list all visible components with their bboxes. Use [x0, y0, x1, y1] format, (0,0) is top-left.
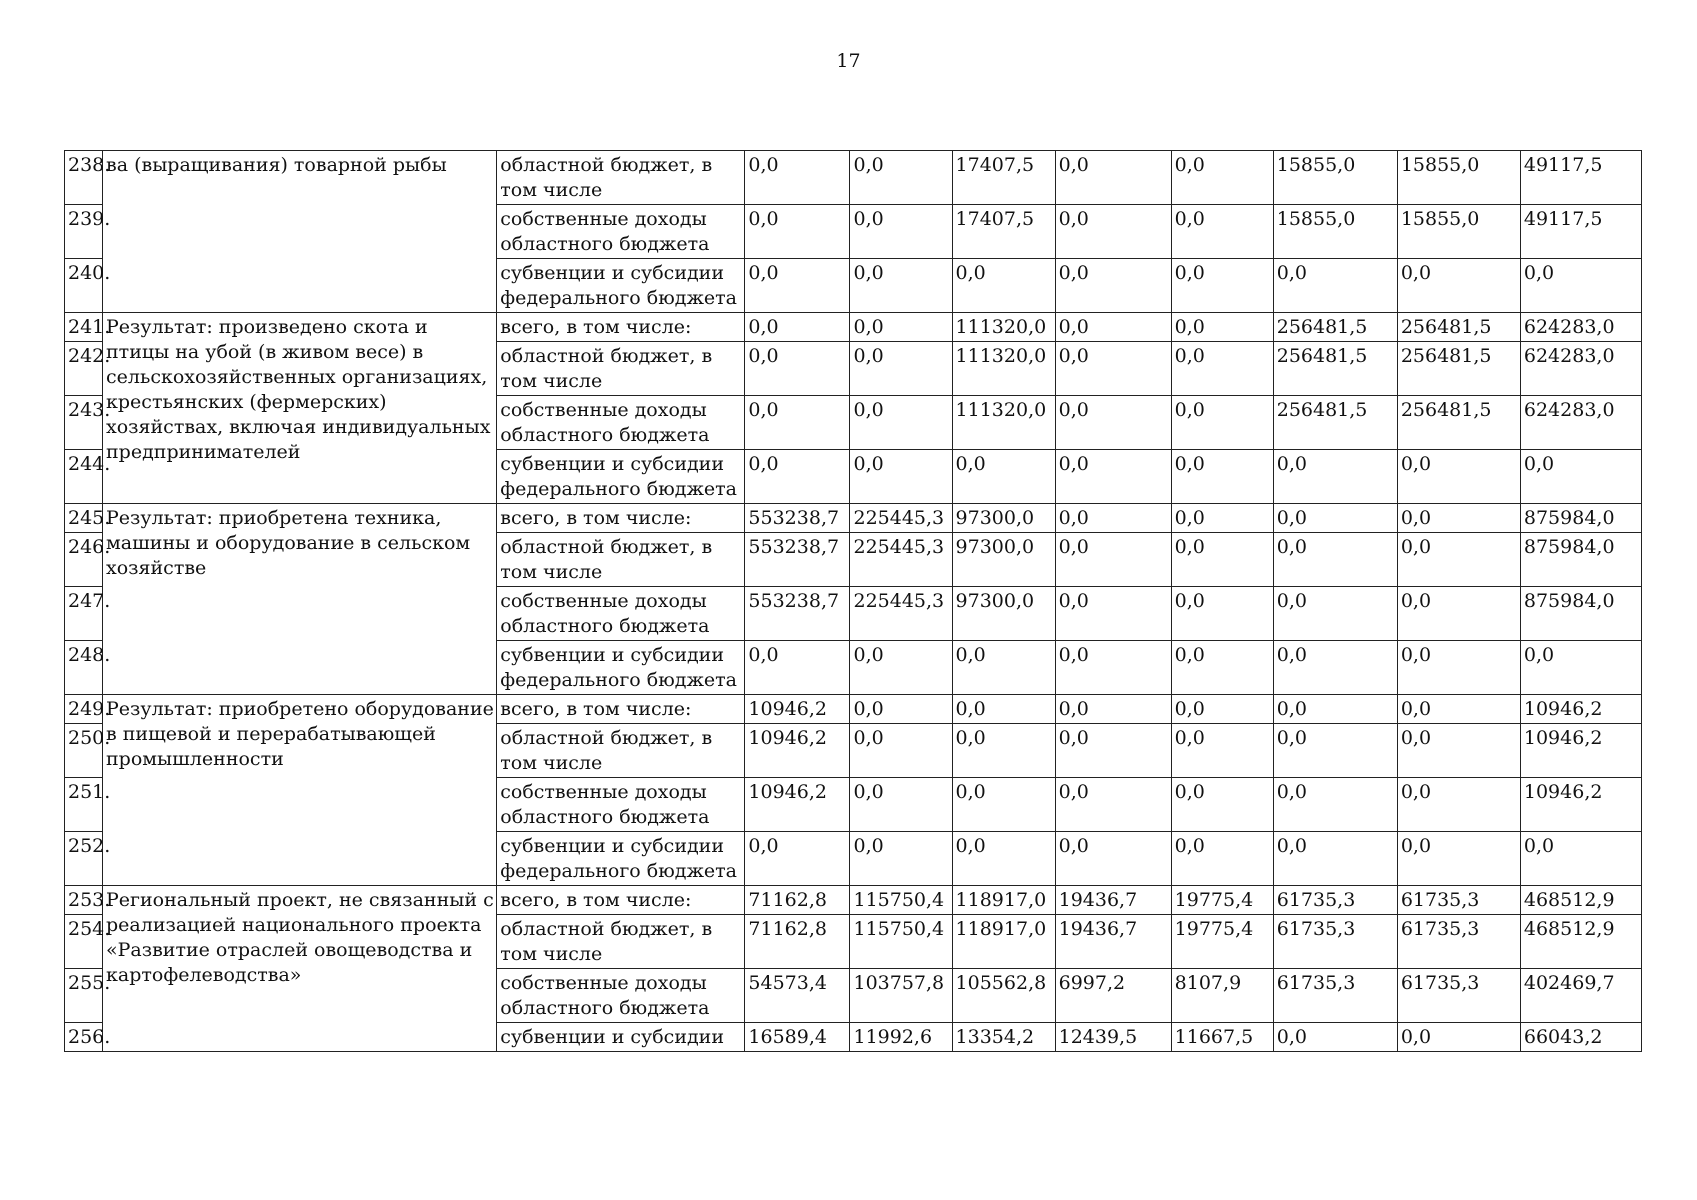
- value-cell: 0,0: [1171, 778, 1273, 832]
- value-cell: 0,0: [1397, 724, 1520, 778]
- value-cell: 0,0: [1055, 533, 1171, 587]
- table-row: [65, 886, 1642, 915]
- result-description-cell: Региональный проект, не связанный с реализацией национального проекта «Развитие отраслей овощеводства и картофелеводства»: [103, 886, 497, 1052]
- funding-source-cell: собственные доходы областного бюджета: [497, 778, 745, 832]
- result-description-cell: Результат: приобретена техника, машины и оборудование в сельском хозяйстве: [103, 504, 497, 695]
- value-cell: 256481,5: [1397, 396, 1520, 450]
- value-cell: 0,0: [952, 259, 1055, 313]
- value-cell: 19775,4: [1171, 915, 1273, 969]
- total-value-cell: 875984,0: [1520, 504, 1641, 533]
- value-cell: 0,0: [1171, 504, 1273, 533]
- value-cell: 0,0: [745, 259, 850, 313]
- value-cell: 0,0: [1397, 504, 1520, 533]
- value-cell: 61735,3: [1273, 969, 1397, 1023]
- value-cell: 15855,0: [1273, 205, 1397, 259]
- total-value-cell: 49117,5: [1520, 151, 1641, 205]
- value-cell: 0,0: [850, 724, 952, 778]
- value-cell: 0,0: [850, 313, 952, 342]
- row-number-cell: 256.: [65, 1023, 103, 1052]
- value-cell: 0,0: [850, 151, 952, 205]
- funding-source-cell: областной бюджет, в том числе: [497, 915, 745, 969]
- value-cell: 0,0: [1273, 1023, 1397, 1052]
- total-value-cell: 624283,0: [1520, 342, 1641, 396]
- total-value-cell: 624283,0: [1520, 396, 1641, 450]
- value-cell: 0,0: [850, 342, 952, 396]
- table-row: [65, 313, 1642, 342]
- funding-source-cell: всего, в том числе:: [497, 313, 745, 342]
- value-cell: 61735,3: [1273, 915, 1397, 969]
- value-cell: 0,0: [1055, 587, 1171, 641]
- value-cell: 0,0: [1273, 587, 1397, 641]
- value-cell: 0,0: [1171, 832, 1273, 886]
- value-cell: 0,0: [1397, 259, 1520, 313]
- funding-source-cell: собственные доходы областного бюджета: [497, 587, 745, 641]
- value-cell: 0,0: [1055, 724, 1171, 778]
- value-cell: 553238,7: [745, 504, 850, 533]
- value-cell: 0,0: [1397, 533, 1520, 587]
- value-cell: 0,0: [1055, 832, 1171, 886]
- value-cell: 0,0: [1273, 724, 1397, 778]
- result-description-cell: ва (выращивания) товарной рыбы: [103, 151, 497, 313]
- value-cell: 6997,2: [1055, 969, 1171, 1023]
- total-value-cell: 0,0: [1520, 450, 1641, 504]
- value-cell: 0,0: [952, 695, 1055, 724]
- funding-source-cell: субвенции и субсидии федерального бюджета: [497, 450, 745, 504]
- value-cell: 0,0: [1171, 313, 1273, 342]
- value-cell: 0,0: [745, 313, 850, 342]
- table-row: [65, 151, 1642, 205]
- value-cell: 115750,4: [850, 886, 952, 915]
- total-value-cell: 875984,0: [1520, 533, 1641, 587]
- total-value-cell: 10946,2: [1520, 695, 1641, 724]
- row-number-cell: 253.: [65, 886, 103, 915]
- value-cell: 0,0: [1273, 533, 1397, 587]
- result-description-cell: Результат: произведено скота и птицы на убой (в живом весе) в сельскохозяйственных организациях, крестьянских (фермерских) хозяйствах, включая индивидуальных предпринимателей: [103, 313, 497, 504]
- row-number-cell: 242.: [65, 342, 103, 396]
- total-value-cell: 10946,2: [1520, 778, 1641, 832]
- page-number: 17: [836, 50, 861, 72]
- result-description-cell: Результат: приобретено оборудование в пищевой и перерабатывающей промышленности: [103, 695, 497, 886]
- value-cell: 61735,3: [1273, 886, 1397, 915]
- row-number-cell: 254.: [65, 915, 103, 969]
- value-cell: 0,0: [952, 832, 1055, 886]
- value-cell: 0,0: [850, 450, 952, 504]
- value-cell: 0,0: [1397, 778, 1520, 832]
- value-cell: 12439,5: [1055, 1023, 1171, 1052]
- funding-source-cell: областной бюджет, в том числе: [497, 724, 745, 778]
- table-row: [65, 695, 1642, 724]
- value-cell: 0,0: [745, 205, 850, 259]
- value-cell: 0,0: [745, 396, 850, 450]
- value-cell: 0,0: [952, 724, 1055, 778]
- value-cell: 13354,2: [952, 1023, 1055, 1052]
- value-cell: 0,0: [952, 778, 1055, 832]
- funding-source-cell: всего, в том числе:: [497, 504, 745, 533]
- value-cell: 19436,7: [1055, 886, 1171, 915]
- value-cell: 11992,6: [850, 1023, 952, 1052]
- value-cell: 0,0: [1273, 778, 1397, 832]
- value-cell: 115750,4: [850, 915, 952, 969]
- funding-source-cell: собственные доходы областного бюджета: [497, 969, 745, 1023]
- row-number-cell: 249.: [65, 695, 103, 724]
- value-cell: 61735,3: [1397, 969, 1520, 1023]
- total-value-cell: 0,0: [1520, 641, 1641, 695]
- value-cell: 0,0: [1397, 450, 1520, 504]
- table-body: [65, 151, 1642, 1052]
- row-number-cell: 240.: [65, 259, 103, 313]
- value-cell: 0,0: [1273, 450, 1397, 504]
- value-cell: 118917,0: [952, 886, 1055, 915]
- value-cell: 105562,8: [952, 969, 1055, 1023]
- value-cell: 0,0: [1055, 641, 1171, 695]
- value-cell: 118917,0: [952, 915, 1055, 969]
- value-cell: 111320,0: [952, 396, 1055, 450]
- value-cell: 54573,4: [745, 969, 850, 1023]
- funding-source-cell: собственные доходы областного бюджета: [497, 396, 745, 450]
- row-number-cell: 238.: [65, 151, 103, 205]
- value-cell: 103757,8: [850, 969, 952, 1023]
- value-cell: 0,0: [1273, 695, 1397, 724]
- value-cell: 0,0: [1055, 504, 1171, 533]
- value-cell: 0,0: [1171, 342, 1273, 396]
- value-cell: 0,0: [850, 832, 952, 886]
- value-cell: 0,0: [850, 396, 952, 450]
- total-value-cell: 0,0: [1520, 832, 1641, 886]
- value-cell: 0,0: [1397, 1023, 1520, 1052]
- value-cell: 0,0: [1055, 313, 1171, 342]
- value-cell: 0,0: [952, 450, 1055, 504]
- funding-source-cell: областной бюджет, в том числе: [497, 342, 745, 396]
- value-cell: 71162,8: [745, 886, 850, 915]
- value-cell: 553238,7: [745, 533, 850, 587]
- total-value-cell: 468512,9: [1520, 915, 1641, 969]
- table-row: [65, 504, 1642, 533]
- value-cell: 0,0: [1055, 151, 1171, 205]
- value-cell: 97300,0: [952, 587, 1055, 641]
- value-cell: 97300,0: [952, 504, 1055, 533]
- value-cell: 0,0: [745, 641, 850, 695]
- value-cell: 0,0: [1171, 450, 1273, 504]
- value-cell: 0,0: [1397, 587, 1520, 641]
- value-cell: 0,0: [1397, 832, 1520, 886]
- value-cell: 0,0: [850, 641, 952, 695]
- value-cell: 11667,5: [1171, 1023, 1273, 1052]
- row-number-cell: 250.: [65, 724, 103, 778]
- value-cell: 0,0: [1171, 205, 1273, 259]
- value-cell: 0,0: [1273, 259, 1397, 313]
- row-number-cell: 255.: [65, 969, 103, 1023]
- budget-table: [64, 150, 1642, 1052]
- value-cell: 0,0: [1397, 641, 1520, 695]
- funding-source-cell: субвенции и субсидии: [497, 1023, 745, 1052]
- value-cell: 0,0: [1055, 695, 1171, 724]
- row-number-cell: 243.: [65, 396, 103, 450]
- value-cell: 225445,3: [850, 587, 952, 641]
- value-cell: 0,0: [1055, 450, 1171, 504]
- total-value-cell: 468512,9: [1520, 886, 1641, 915]
- value-cell: 111320,0: [952, 342, 1055, 396]
- value-cell: 256481,5: [1397, 313, 1520, 342]
- value-cell: 256481,5: [1273, 396, 1397, 450]
- value-cell: 19436,7: [1055, 915, 1171, 969]
- value-cell: 0,0: [1171, 533, 1273, 587]
- value-cell: 10946,2: [745, 695, 850, 724]
- value-cell: 16589,4: [745, 1023, 850, 1052]
- total-value-cell: 10946,2: [1520, 724, 1641, 778]
- value-cell: 10946,2: [745, 724, 850, 778]
- value-cell: 19775,4: [1171, 886, 1273, 915]
- value-cell: 225445,3: [850, 533, 952, 587]
- value-cell: 71162,8: [745, 915, 850, 969]
- value-cell: 17407,5: [952, 151, 1055, 205]
- value-cell: 553238,7: [745, 587, 850, 641]
- value-cell: 0,0: [745, 342, 850, 396]
- value-cell: 0,0: [952, 641, 1055, 695]
- value-cell: 61735,3: [1397, 915, 1520, 969]
- value-cell: 0,0: [850, 259, 952, 313]
- value-cell: 0,0: [1171, 724, 1273, 778]
- total-value-cell: 0,0: [1520, 259, 1641, 313]
- row-number-cell: 248.: [65, 641, 103, 695]
- funding-source-cell: субвенции и субсидии федерального бюджета: [497, 259, 745, 313]
- total-value-cell: 624283,0: [1520, 313, 1641, 342]
- value-cell: 61735,3: [1397, 886, 1520, 915]
- value-cell: 256481,5: [1273, 342, 1397, 396]
- value-cell: 0,0: [1055, 205, 1171, 259]
- value-cell: 0,0: [1055, 396, 1171, 450]
- value-cell: 225445,3: [850, 504, 952, 533]
- value-cell: 97300,0: [952, 533, 1055, 587]
- value-cell: 0,0: [745, 832, 850, 886]
- value-cell: 0,0: [1171, 641, 1273, 695]
- row-number-cell: 252.: [65, 832, 103, 886]
- total-value-cell: 875984,0: [1520, 587, 1641, 641]
- funding-source-cell: всего, в том числе:: [497, 695, 745, 724]
- value-cell: 0,0: [850, 695, 952, 724]
- row-number-cell: 247.: [65, 587, 103, 641]
- value-cell: 0,0: [1171, 151, 1273, 205]
- value-cell: 0,0: [1171, 396, 1273, 450]
- row-number-cell: 245.: [65, 504, 103, 533]
- value-cell: 0,0: [1273, 504, 1397, 533]
- value-cell: 17407,5: [952, 205, 1055, 259]
- value-cell: 0,0: [850, 778, 952, 832]
- row-number-cell: 244.: [65, 450, 103, 504]
- value-cell: 0,0: [1171, 695, 1273, 724]
- value-cell: 111320,0: [952, 313, 1055, 342]
- value-cell: 0,0: [1055, 342, 1171, 396]
- total-value-cell: 66043,2: [1520, 1023, 1641, 1052]
- funding-source-cell: областной бюджет, в том числе: [497, 151, 745, 205]
- value-cell: 15855,0: [1273, 151, 1397, 205]
- value-cell: 0,0: [1055, 259, 1171, 313]
- value-cell: 0,0: [1055, 778, 1171, 832]
- value-cell: 256481,5: [1273, 313, 1397, 342]
- value-cell: 256481,5: [1397, 342, 1520, 396]
- total-value-cell: 49117,5: [1520, 205, 1641, 259]
- value-cell: 15855,0: [1397, 151, 1520, 205]
- total-value-cell: 402469,7: [1520, 969, 1641, 1023]
- funding-source-cell: областной бюджет, в том числе: [497, 533, 745, 587]
- funding-source-cell: субвенции и субсидии федерального бюджета: [497, 832, 745, 886]
- value-cell: 0,0: [1171, 587, 1273, 641]
- value-cell: 0,0: [1397, 695, 1520, 724]
- value-cell: 0,0: [1273, 641, 1397, 695]
- value-cell: 0,0: [745, 151, 850, 205]
- value-cell: 0,0: [745, 450, 850, 504]
- value-cell: 15855,0: [1397, 205, 1520, 259]
- value-cell: 0,0: [1273, 832, 1397, 886]
- funding-source-cell: субвенции и субсидии федерального бюджета: [497, 641, 745, 695]
- row-number-cell: 241.: [65, 313, 103, 342]
- row-number-cell: 251.: [65, 778, 103, 832]
- value-cell: 0,0: [850, 205, 952, 259]
- value-cell: 8107,9: [1171, 969, 1273, 1023]
- funding-source-cell: собственные доходы областного бюджета: [497, 205, 745, 259]
- row-number-cell: 239.: [65, 205, 103, 259]
- row-number-cell: 246.: [65, 533, 103, 587]
- funding-source-cell: всего, в том числе:: [497, 886, 745, 915]
- value-cell: 10946,2: [745, 778, 850, 832]
- value-cell: 0,0: [1171, 259, 1273, 313]
